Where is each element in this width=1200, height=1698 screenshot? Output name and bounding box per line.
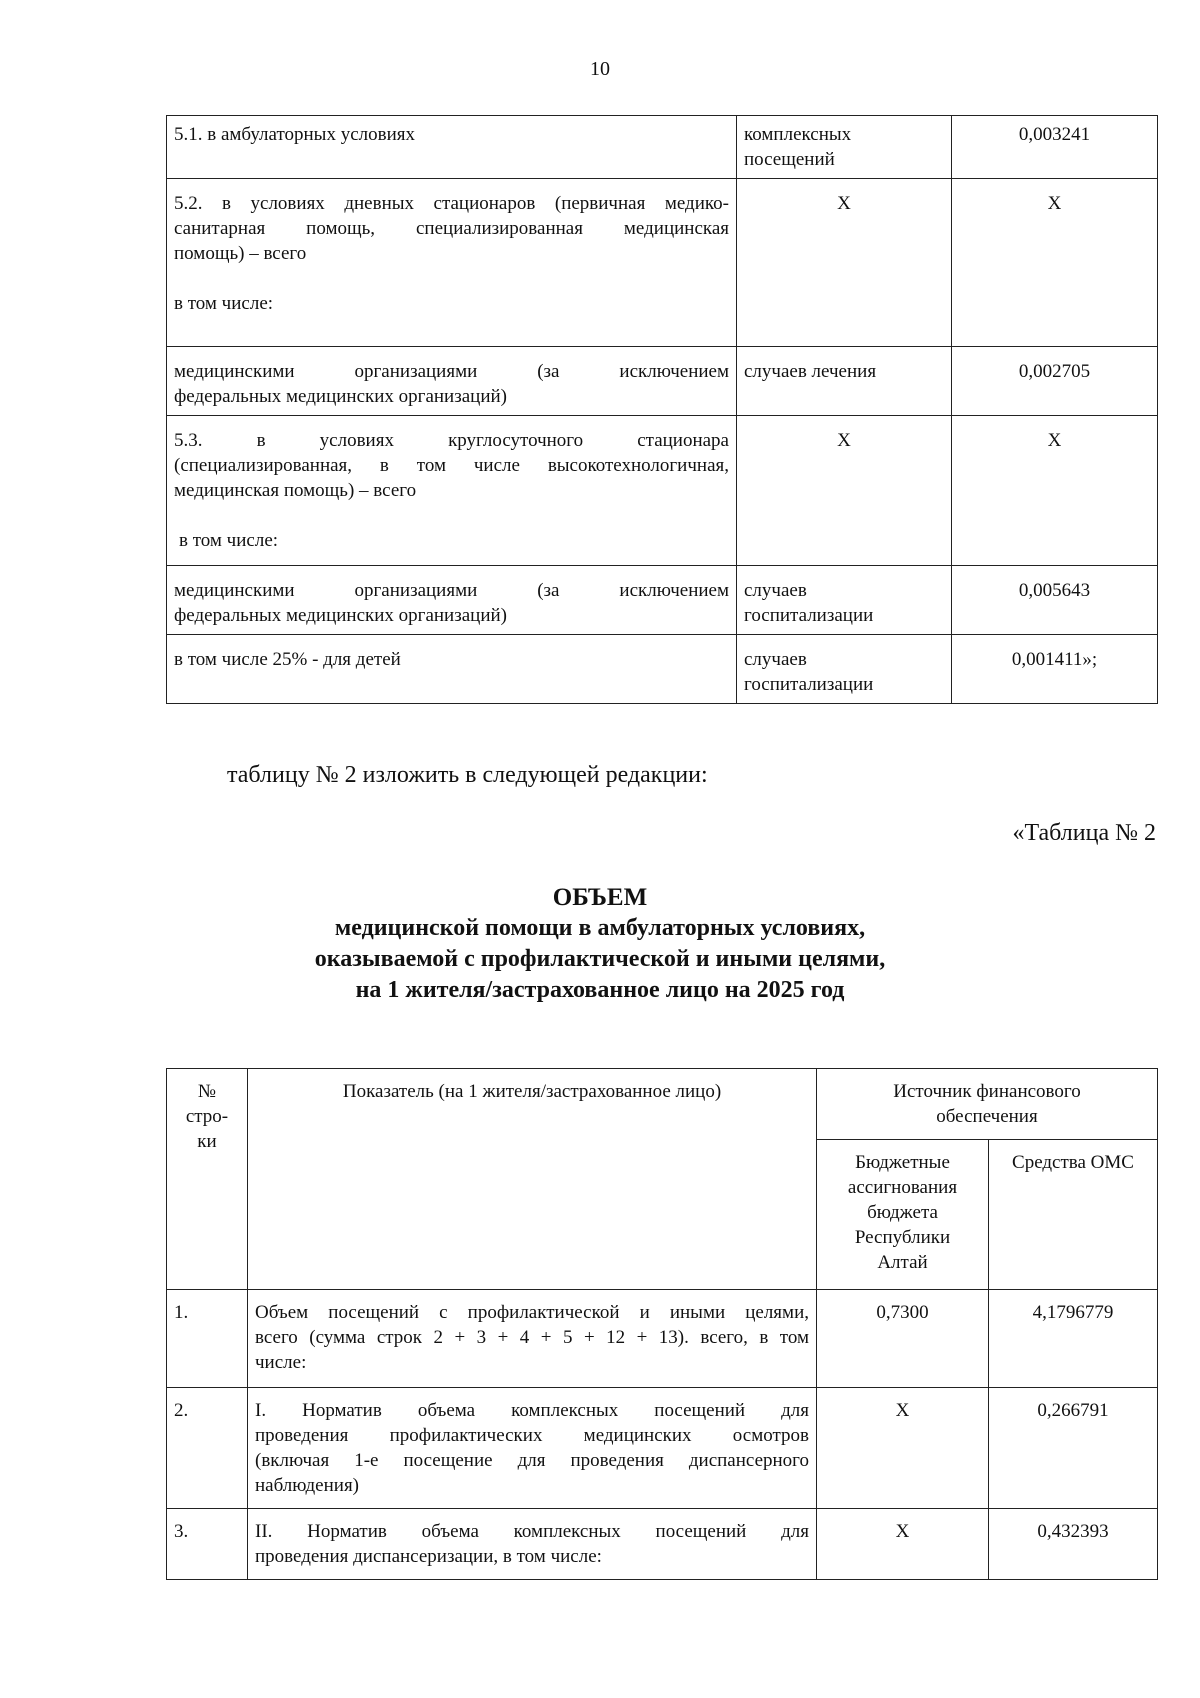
header-indicator: Показатель (на 1 жителя/застрахованное лицо) — [248, 1069, 817, 1290]
title-line: оказываемой с профилактической и иными целями, — [314, 946, 886, 972]
instruction-text: таблицу № 2 изложить в следующей редакции: — [227, 762, 708, 788]
table-row — [167, 1290, 1158, 1388]
table-row — [167, 635, 1158, 704]
table-row — [167, 1509, 1158, 1580]
title-main: ОБЪЕМ — [552, 884, 648, 911]
unit-cell: Х — [737, 179, 952, 347]
volume-table-2 — [166, 1068, 1158, 1580]
row-number-cell: 3. — [167, 1509, 248, 1580]
budget-value-cell: Х — [817, 1388, 989, 1509]
unit-cell: случаев госпитализации — [737, 566, 952, 635]
table-row — [167, 566, 1158, 635]
row-number-cell: 1. — [167, 1290, 248, 1388]
indicator-cell: Объем посещений с профилактической и иными целями, всего (сумма строк 2 + 3 + 4 + 5 + 12 + 13). всего, в том числе: — [248, 1290, 817, 1388]
indicator-cell: медицинскими организациями (за исключением федеральных медицинских организаций) — [167, 347, 737, 416]
value-cell: 0,002705 — [952, 347, 1158, 416]
unit-cell: случаев лечения — [737, 347, 952, 416]
volume-table-continuation — [166, 115, 1158, 704]
indicator-cell: II. Норматив объема комплексных посещений для проведения диспансеризации, в том числе: — [248, 1509, 817, 1580]
budget-value-cell: Х — [817, 1509, 989, 1580]
title-line: медицинской помощи в амбулаторных условиях, — [334, 915, 866, 941]
header-funding-source: Источник финансового обеспечения — [817, 1069, 1158, 1140]
table-row — [167, 179, 1158, 347]
table-label: «Таблица № 2 — [1012, 820, 1156, 846]
value-cell: 0,003241 — [952, 116, 1158, 179]
table-row — [167, 116, 1158, 179]
unit-cell: комплексных посещений — [737, 116, 952, 179]
unit-cell: случаев госпитализации — [737, 635, 952, 704]
budget-value-cell: 0,7300 — [817, 1290, 989, 1388]
table-row — [167, 1388, 1158, 1509]
table-row — [167, 416, 1158, 566]
header-row — [167, 1069, 1158, 1140]
indicator-cell: 5.1. в амбулаторных условиях — [167, 116, 737, 179]
value-cell: Х — [952, 179, 1158, 347]
oms-value-cell: 0,432393 — [989, 1509, 1158, 1580]
value-cell: 0,005643 — [952, 566, 1158, 635]
value-cell: 0,001411»; — [952, 635, 1158, 704]
row-number-cell: 2. — [167, 1388, 248, 1509]
page-number: 10 — [590, 58, 610, 80]
header-oms: Средства ОМС — [989, 1140, 1158, 1290]
table-title — [0, 882, 1200, 1006]
oms-value-cell: 0,266791 — [989, 1388, 1158, 1509]
value-cell: Х — [952, 416, 1158, 566]
unit-cell: Х — [737, 416, 952, 566]
indicator-cell: медицинскими организациями (за исключением федеральных медицинских организаций) — [167, 566, 737, 635]
oms-value-cell: 4,1796779 — [989, 1290, 1158, 1388]
title-line: на 1 жителя/застрахованное лицо на 2025 год — [355, 977, 845, 1003]
indicator-cell: I. Норматив объема комплексных посещений для проведения профилактических медицинских осмотров (включая 1-е посещение для проведения диспансерного наблюдения) — [248, 1388, 817, 1509]
header-row-number: № стро- ки — [167, 1069, 248, 1290]
indicator-cell: в том числе 25% - для детей — [167, 635, 737, 704]
header-budget: Бюджетные ассигнования бюджета Республики Алтай — [817, 1140, 989, 1290]
table-row — [167, 347, 1158, 416]
indicator-cell: 5.2. в условиях дневных стационаров (первичная медико- санитарная помощь, специализированная медицинская помощь) – всего в том числе: — [167, 179, 737, 347]
indicator-cell: 5.3. в условиях круглосуточного стационара (специализированная, в том числе высокотехнологичная, медицинская помощь) – всего в том числе: — [167, 416, 737, 566]
